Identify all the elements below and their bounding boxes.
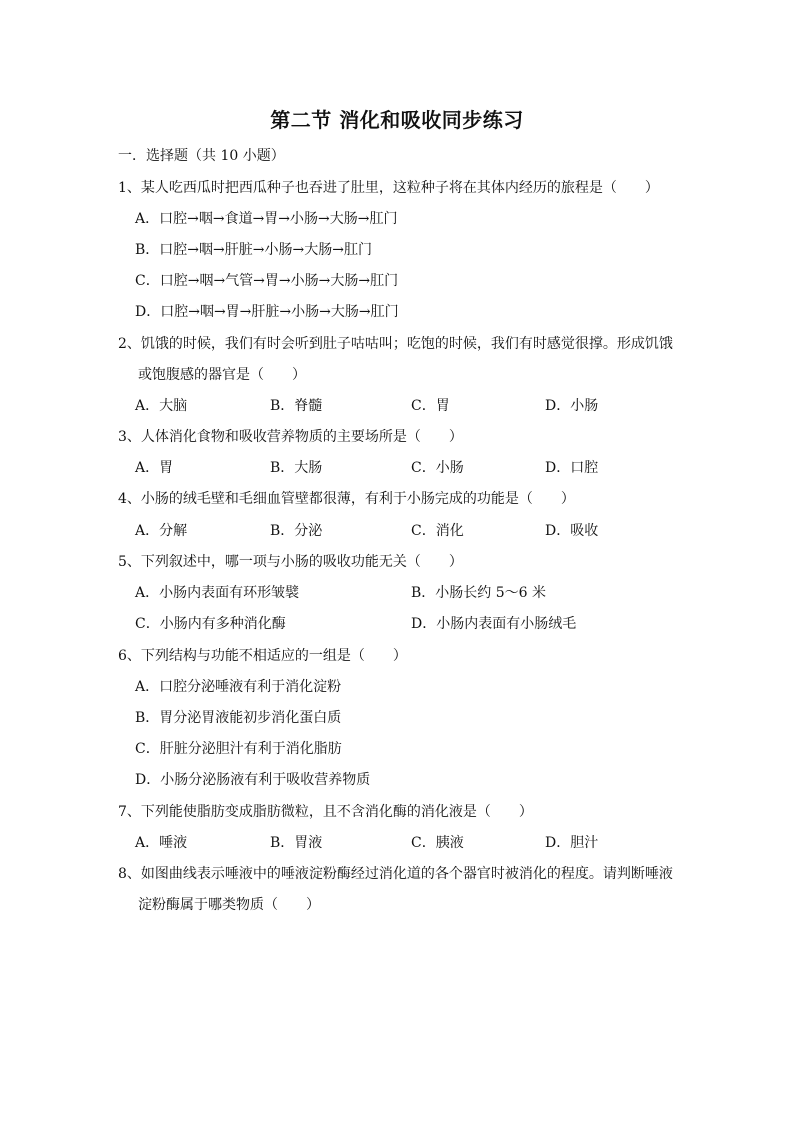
question-5-option-a: A．小肠内表面有环形皱襞 [135,585,300,601]
question-6-option-c: C．肝脏分泌胆汁有利于消化脂肪 [135,741,342,757]
section-heading: 一．选择题（共 10 小题） [118,148,285,164]
question-7-option-d: D．胆汁 [545,835,599,851]
question-8-stem: 8、如图曲线表示唾液中的唾液淀粉酶经过消化道的各个器官时被消化的程度。请判断唾液 [118,866,673,882]
question-3-stem: 3、人体消化食物和吸收营养物质的主要场所是（ ） [118,429,463,445]
question-5-option-d: D．小肠内表面有小肠绒毛 [411,616,577,632]
question-5-option-b: B．小肠长约 5～6 米 [411,585,547,601]
question-4-stem: 4、小肠的绒毛壁和毛细血管壁都很薄，有利于小肠完成的功能是（ ） [118,491,575,507]
question-1-stem: 1、某人吃西瓜时把西瓜种子也吞进了肚里，这粒种子将在其体内经历的旅程是（ ） [118,180,659,196]
question-2-option-c: C．胃 [411,398,450,414]
question-2-option-a: A．大脑 [135,398,188,414]
question-4-option-c: C．消化 [411,523,464,539]
question-5-stem: 5、下列叙述中，哪一项与小肠的吸收功能无关（ ） [118,554,463,570]
question-4-option-d: D．吸收 [545,523,599,539]
question-6-option-b: B．胃分泌胃液能初步消化蛋白质 [135,710,342,726]
question-2-stem-continued: 或饱腹感的器官是（ ） [138,367,306,383]
question-4-option-a: A．分解 [135,523,188,539]
question-3-option-c: C．小肠 [411,460,464,476]
question-3-option-d: D．口腔 [545,460,599,476]
question-5-option-c: C．小肠内有多种消化酶 [135,616,286,632]
question-1-option-b: B．口腔→咽→肝脏→小肠→大肠→肛门 [135,242,372,258]
page-title: 第二节 消化和吸收同步练习 [270,108,524,132]
question-3-option-a: A．胃 [135,460,174,476]
question-1-option-d: D．口腔→咽→胃→肝脏→小肠→大肠→肛门 [135,304,399,320]
question-7-option-c: C．胰液 [411,835,464,851]
question-4-option-b: B．分泌 [270,523,323,539]
question-1-option-a: A．口腔→咽→食道→胃→小肠→大肠→肛门 [135,211,398,227]
question-3-option-b: B．大肠 [270,460,323,476]
question-1-option-c: C．口腔→咽→气管→胃→小肠→大肠→肛门 [135,273,399,289]
question-7-option-a: A．唾液 [135,835,188,851]
question-6-option-d: D．小肠分泌肠液有利于吸收营养物质 [135,772,371,788]
question-8-stem-continued: 淀粉酶属于哪类物质（ ） [138,897,320,913]
question-6-option-a: A．口腔分泌唾液有利于消化淀粉 [135,679,342,695]
question-6-stem: 6、下列结构与功能不相适应的一组是（ ） [118,648,407,664]
question-7-stem: 7、下列能使脂肪变成脂肪微粒，且不含消化酶的消化液是（ ） [118,804,533,820]
question-2-option-d: D．小肠 [545,398,599,414]
question-7-option-b: B．胃液 [270,835,323,851]
question-2-stem: 2、饥饿的时候，我们有时会听到肚子咕咕叫；吃饱的时候，我们有时感觉很撑。形成饥饿 [118,336,673,352]
question-2-option-b: B．脊髓 [270,398,323,414]
